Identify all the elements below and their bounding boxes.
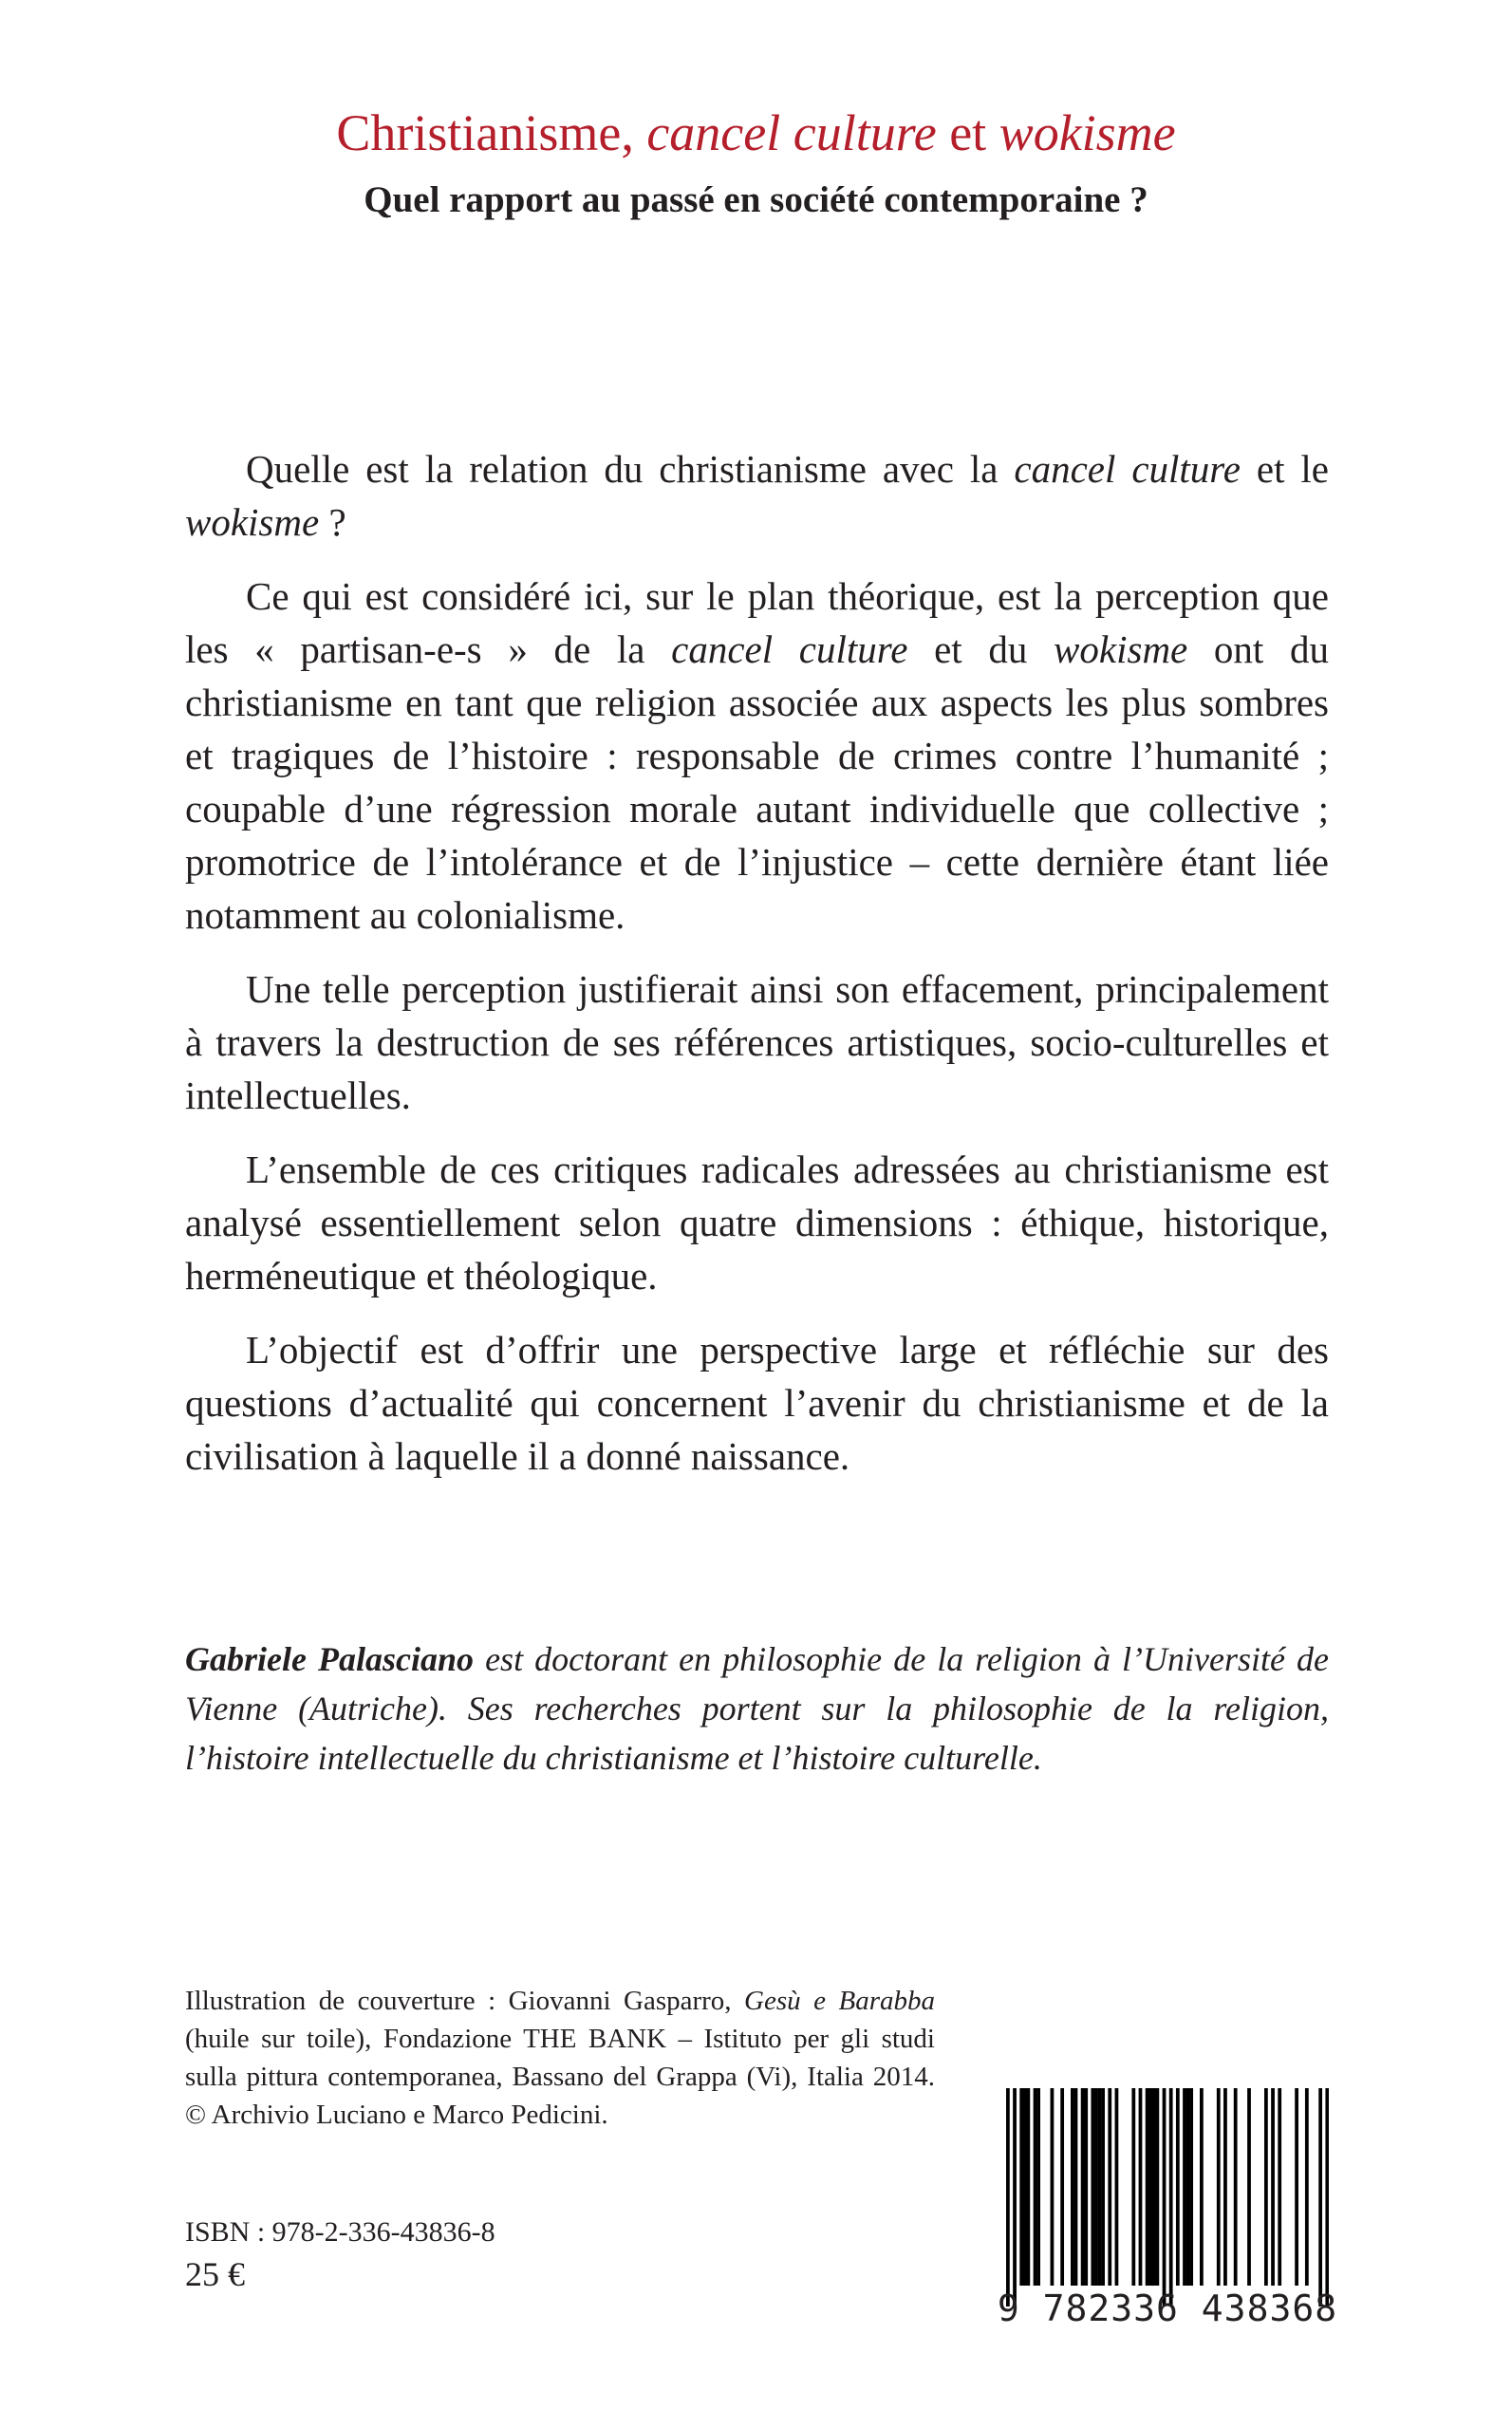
p2-italic: cancel culture: [671, 627, 908, 671]
credits-artwork-title: Gesù e Barabba: [744, 1986, 935, 2016]
barcode: [1006, 2088, 1329, 2306]
p2-text-2: et du: [907, 627, 1055, 671]
barcode-bar: [1152, 2088, 1156, 2286]
barcode-bar: [1091, 2088, 1094, 2286]
isbn: ISBN : 978-2-336-43836-8: [185, 2216, 495, 2248]
p1-text-2: et le: [1240, 447, 1329, 491]
barcode-bar: [1060, 2088, 1064, 2286]
blurb-paragraph-4: L’ensemble de ces critiques radicales adressées au christianisme est analysé essentiellement selon quatre dimensions : éthique, historique, herméneutique et théologique.: [185, 1148, 1329, 1298]
barcode-bar: [1023, 2088, 1027, 2286]
book-subtitle: Quel rapport au passé en société contemporaine ?: [364, 179, 1148, 220]
barcode-bar: [1051, 2088, 1055, 2286]
barcode-bar: [1200, 2088, 1204, 2286]
barcode-bar: [1101, 2088, 1105, 2286]
p1-italic-2: wokisme: [185, 500, 320, 544]
p1-italic: cancel culture: [1014, 447, 1241, 491]
barcode-bar: [1169, 2088, 1173, 2306]
barcode-bar: [1247, 2088, 1251, 2286]
barcode-bar: [1108, 2088, 1111, 2286]
barcode-bar: [1186, 2088, 1190, 2286]
barcode-bar: [1094, 2088, 1098, 2286]
barcode-bar: [1278, 2088, 1281, 2286]
barcode-bar: [1176, 2088, 1180, 2286]
credits-text: Illustration de couverture : Giovanni Gasparro,: [185, 1986, 745, 2016]
barcode-bar: [1019, 2088, 1023, 2286]
barcode-bar: [1013, 2088, 1017, 2306]
barcode-bar: [1318, 2088, 1322, 2306]
barcode-bar: [1271, 2088, 1275, 2286]
barcode-bar: [1223, 2088, 1227, 2286]
barcode-bar: [1131, 2088, 1135, 2286]
barcode-bar: [1264, 2088, 1268, 2286]
p2-text-3: ont du christianisme en tant que religion associée aux aspects les plus sombres et tragiques de l’histoire : responsable de crimes contre l’humanité ; coupable d’une régression morale autant individuelle que collective ; promotrice de l’intolérance et de l’injustice – cette dernière étant liée notamment au colonialisme.: [185, 627, 1329, 937]
title-text: Christianisme,: [336, 104, 647, 161]
barcode-bar: [1146, 2088, 1149, 2286]
p2-text: Ce qui est considéré ici, sur le plan théorique, est la perception que les « partisan-e-s » de la: [185, 574, 1329, 671]
barcode-bar: [1234, 2088, 1238, 2286]
barcode-bar: [1183, 2088, 1186, 2286]
credits-text-2: (huile sur toile), Fondazione THE BANK – Istituto per gli studi sulla pittura contemporanea, Bassano del Grappa (Vi), Italia 2014. © Archivio Luciano e Marco Pedicini.: [185, 2024, 935, 2130]
barcode-digits: 9 782336 438368: [997, 2288, 1338, 2329]
barcode-bar: [1189, 2088, 1193, 2286]
barcode-bar: [1155, 2088, 1159, 2286]
barcode-bar: [1217, 2088, 1221, 2286]
author-bio: [185, 1634, 1329, 1783]
barcode-bar: [1115, 2088, 1119, 2286]
title-text-and: et: [936, 104, 999, 161]
barcode-bar: [1034, 2088, 1037, 2286]
price: 25 €: [185, 2255, 245, 2293]
barcode-bar: [1026, 2088, 1030, 2286]
title-italic-cancel-culture: cancel culture: [646, 104, 937, 161]
blurb-paragraph-5: L’objectif est d’offrir une perspective large et réfléchie sur des questions d’actualité qui concernent l’avenir du christianisme et de la civilisation à laquelle il a donné naissance.: [185, 1328, 1329, 1478]
barcode-bar: [1036, 2088, 1040, 2286]
barcode-bar: [1163, 2088, 1167, 2306]
barcode-bar: [1148, 2088, 1152, 2286]
barcode-bar: [1295, 2088, 1298, 2286]
barcode-bar: [1071, 2088, 1074, 2286]
p1-text-3: ?: [319, 500, 346, 544]
barcode-bar: [1084, 2088, 1088, 2286]
barcode-bars: [1006, 2088, 1329, 2306]
barcode-bar: [1006, 2088, 1010, 2306]
title-italic-wokisme: wokisme: [999, 104, 1176, 161]
barcode-bar: [1325, 2088, 1329, 2306]
blurb-paragraph-2: [185, 570, 1329, 942]
blurb-paragraph-3: Une telle perception justifierait ainsi son effacement, principalement à travers la destruction de ses références artistiques, socio-culturelles et intellectuelles.: [185, 967, 1329, 1117]
p1-text: Quelle est la relation du christianisme avec la: [246, 447, 1015, 491]
barcode-bar: [1139, 2088, 1143, 2286]
blurb: [185, 442, 1329, 1503]
cover-credits: [185, 1982, 935, 2134]
author-bio-text: est doctorant en philosophie de la religion à l’Université de Vienne (Autriche). Ses recherches portent sur la philosophie de la religion, l’histoire intellectuelle du christianisme et l’histoire culturelle.: [185, 1640, 1329, 1777]
barcode-bar: [1074, 2088, 1078, 2286]
p2-italic-2: wokisme: [1054, 627, 1188, 671]
author-name: Gabriele Palasciano: [185, 1640, 475, 1678]
barcode-bar: [1098, 2088, 1102, 2286]
barcode-bar: [1081, 2088, 1085, 2286]
book-title: [0, 103, 1512, 163]
barcode-bar: [1305, 2088, 1309, 2286]
blurb-paragraph-1: [185, 442, 1329, 549]
